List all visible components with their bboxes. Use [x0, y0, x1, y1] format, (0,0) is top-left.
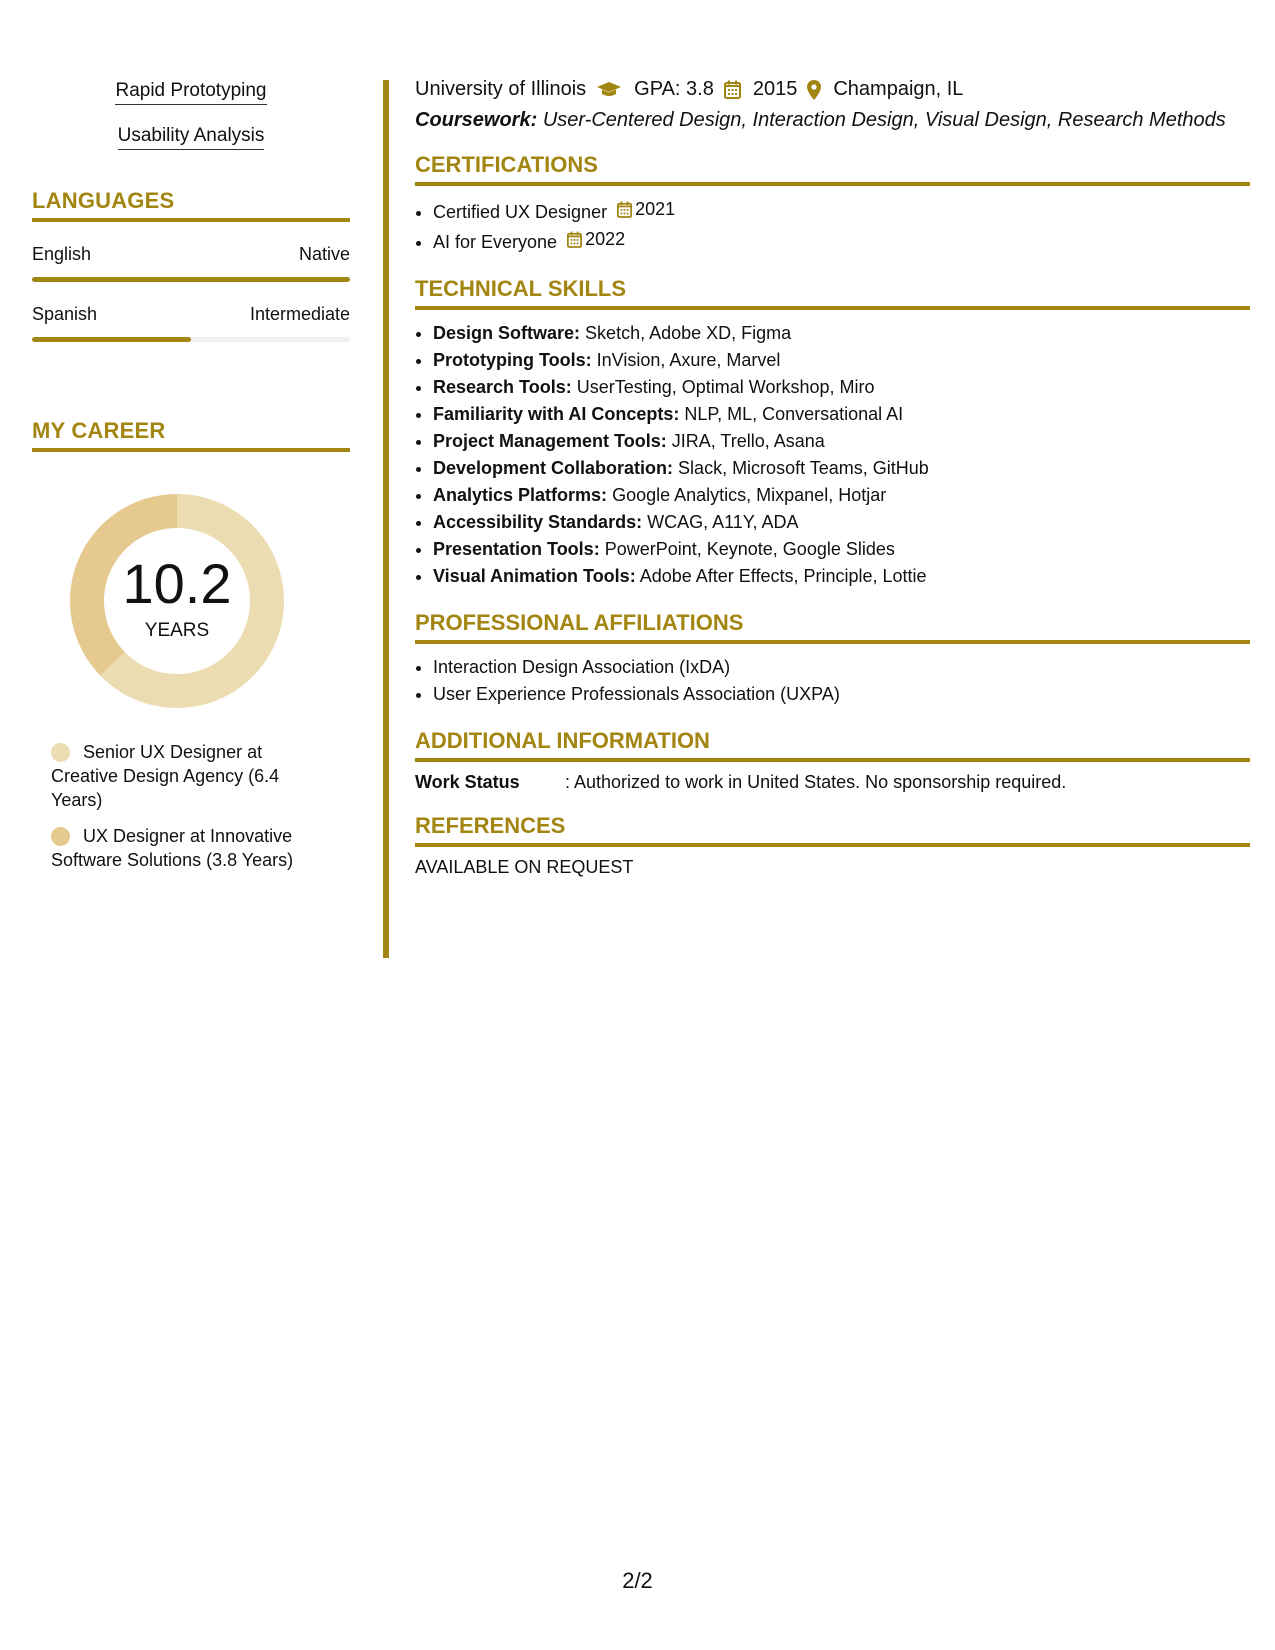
- calendar-icon: [724, 80, 741, 99]
- list-item: • Research Tools: UserTesting, Optimal Workshop, Miro: [433, 374, 1250, 401]
- list-item: • Accessibility Standards: WCAG, A11Y, ADA: [433, 509, 1250, 536]
- calendar-icon: [617, 201, 632, 218]
- career-unit: YEARS: [144, 620, 210, 641]
- list-item: • Development Collaboration: Slack, Microsoft Teams, GitHub: [433, 455, 1250, 482]
- career-legend: [32, 740, 350, 872]
- career-legend-item: UX Designer at Innovative Software Solutions (3.8 Years): [51, 826, 294, 870]
- location: Champaign, IL: [833, 78, 964, 100]
- left-column: [32, 80, 350, 872]
- career-donut-chart: [64, 488, 290, 714]
- list-item: • Presentation Tools: PowerPoint, Keynote, Google Slides: [433, 536, 1250, 563]
- certifications-list: [415, 196, 1250, 256]
- career-total: 10.2: [122, 552, 232, 615]
- column-divider: [383, 80, 389, 958]
- work-status-label: Work Status: [415, 772, 520, 792]
- affiliations-list: [415, 654, 1250, 708]
- language-level: Intermediate: [249, 304, 350, 324]
- language-spanish: [32, 304, 350, 342]
- graduation-year: 2015: [752, 78, 798, 100]
- language-bar: [32, 277, 350, 282]
- coursework-label: Coursework:: [415, 109, 538, 131]
- language-bar: [32, 337, 350, 342]
- language-bar-fill: [32, 277, 350, 282]
- list-item: • Interaction Design Association (IxDA): [433, 654, 1250, 681]
- references-heading: REFERENCES: [415, 813, 1250, 847]
- list-item: • Visual Animation Tools: Adobe After Effects, Principle, Lottie: [433, 563, 1250, 590]
- language-name: Spanish: [32, 304, 98, 324]
- coursework-line: [415, 109, 1250, 132]
- technical-skills-heading: TECHNICAL SKILLS: [415, 276, 1250, 310]
- calendar-icon: [567, 231, 582, 248]
- legend-dot: [51, 827, 70, 846]
- list-item: • Analytics Platforms: Google Analytics, Mixpanel, Hotjar: [433, 482, 1250, 509]
- location-pin-icon: [807, 80, 821, 100]
- additional-info-heading: ADDITIONAL INFORMATION: [415, 728, 1250, 762]
- gpa: GPA: 3.8: [634, 78, 714, 100]
- skill-item: Usability Analysis: [32, 125, 350, 150]
- list-item: • User Experience Professionals Association (UXPA): [433, 681, 1250, 708]
- languages-heading: LANGUAGES: [32, 188, 350, 222]
- coursework: User-Centered Design, Interaction Design, Visual Design, Research Methods: [542, 109, 1226, 131]
- list-item: • Certified UX Designer 2021: [433, 196, 1250, 226]
- certifications-heading: CERTIFICATIONS: [415, 152, 1250, 186]
- career-heading: MY CAREER: [32, 418, 350, 452]
- references-text: AVAILABLE ON REQUEST: [415, 857, 634, 877]
- education-line: [415, 78, 1250, 101]
- affiliations-heading: PROFESSIONAL AFFILIATIONS: [415, 610, 1250, 644]
- language-bar-fill: [32, 337, 191, 342]
- language-name: English: [32, 244, 92, 264]
- technical-skills-list: [415, 320, 1250, 590]
- page-number: 2/2: [622, 1568, 653, 1593]
- work-status-value: : Authorized to work in United States. No sponsorship required.: [565, 772, 1067, 792]
- career-legend-item: Senior UX Designer at Creative Design Agency (6.4 Years): [51, 742, 280, 810]
- school-name: University of Illinois: [415, 78, 587, 100]
- list-item: • Familiarity with AI Concepts: NLP, ML, Conversational AI: [433, 401, 1250, 428]
- legend-dot: [51, 743, 70, 762]
- right-column: [415, 78, 1250, 878]
- language-english: [32, 244, 350, 282]
- skill-item: Rapid Prototyping: [32, 80, 350, 105]
- list-item: • AI for Everyone 2022: [433, 226, 1250, 256]
- language-level: Native: [298, 244, 350, 264]
- graduation-cap-icon: [596, 81, 622, 99]
- work-status-row: [415, 772, 1250, 793]
- list-item: • Design Software: Sketch, Adobe XD, Figma: [433, 320, 1250, 347]
- list-item: • Project Management Tools: JIRA, Trello, Asana: [433, 428, 1250, 455]
- list-item: • Prototyping Tools: InVision, Axure, Marvel: [433, 347, 1250, 374]
